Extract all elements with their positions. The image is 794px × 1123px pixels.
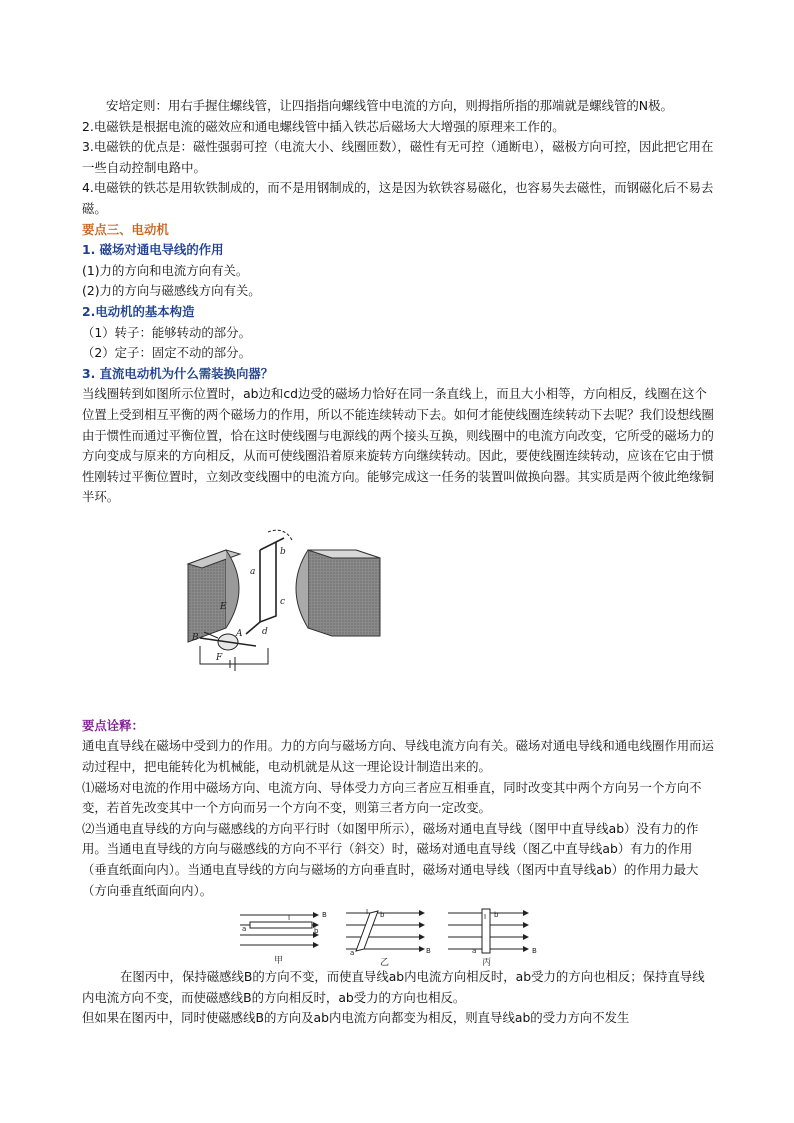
jia-current: I	[288, 914, 291, 923]
electromagnet-principle-text: 2.电磁铁是根据电流的磁效应和通电螺线管中插入铁芯后磁场大大增强的原理来工作的。	[82, 118, 565, 134]
list-item: (1)力的方向和电流方向有关。	[82, 262, 249, 278]
label-c: c	[280, 596, 286, 607]
label-d: d	[262, 626, 268, 637]
ampere-rule-text: 安培定则：用右手握住螺线管，让四指指向螺线管中电流的方向，则拇指所指的那端就是螺线管的N极。	[106, 98, 673, 113]
subtitle-motor-structure: 2.电动机的基本构造	[82, 303, 195, 319]
coil	[246, 530, 292, 634]
yi-end-a: a	[350, 949, 355, 958]
subtitle-force-on-wire: 1. 磁场对通电导线的作用	[82, 242, 224, 258]
jia-end-a: a	[242, 925, 247, 934]
ending-text-2: 但如果在图丙中，同时使磁感线B的方向及ab内电流方向都变为相反，则直导线ab的受力方向不发生	[82, 1010, 630, 1026]
commutator-explanation-text: 当线圈转到如图所示位置时，ab边和cd边受的磁场力恰好在同一条直线上，而且大小相等，方向相反，线圈在这个位置上受到相互平衡的两个磁场力的作用，所以不能连续转动下去。如何才能使线圈连续转动下去呢？我们设想线圈由于惯性而通过平衡位置，恰在这时使线圈与电源线的两个接头互换，则线圈中的电流方向改变，它所受的磁场力的方向变成与原来的方向相反，从而可使线圈沿着原来旋转方向继续转动。因此，要使线圈连续转动，应该在它由于惯性刚转过平衡位置时，立刻改变线圈中的电流方向。能够完成这一任务的装置叫做换向器。其实质是两个彼此绝缘铜半环。	[82, 386, 714, 505]
yi-current: I	[366, 908, 369, 917]
diagram-jia	[240, 915, 318, 945]
section-title-motor: 要点三、电动机	[82, 221, 169, 237]
electromagnet-core-text: 4.电磁铁的铁芯是用软铁制成的，而不是用钢制成的，这是因为软铁容易磁化，也容易失去磁性，而钢磁化后不易去磁。	[82, 180, 714, 216]
diagram-bing	[448, 909, 528, 956]
jia-field: B	[322, 911, 327, 920]
left-magnet	[188, 550, 240, 642]
field-direction-diagrams	[238, 905, 558, 967]
label-b: b	[280, 546, 286, 557]
list-item: （1）转子：能够转动的部分。	[82, 324, 251, 340]
label-A: A	[236, 628, 243, 639]
bing-field: B	[532, 947, 537, 956]
list-item: （2）定子：固定不动的部分。	[82, 345, 251, 361]
label-bing: 丙	[482, 958, 492, 968]
jia-end-b: b	[314, 927, 319, 936]
right-magnet	[296, 550, 380, 636]
label-F: F	[216, 652, 223, 663]
label-E: E	[220, 601, 227, 612]
document-page	[82, 96, 714, 1029]
key-points-rule-2: ⑵当通电直导线的方向与磁感线的方向平行时（如图甲所示），磁场对通电直导线（图甲中直导线ab）没有力的作用。当通电直导线的方向与磁感线的方向不平行（斜交）时，磁场对通电直导线（图乙中直导线ab）有力的作用（垂直纸面向内）。当通电直导线的方向与磁场的方向垂直时，磁场对通电导线（图丙中直导线ab）的作用力最大（方向垂直纸面向内）。	[82, 820, 699, 898]
ending-text-1: 在图丙中，保持磁感线B的方向不变，而使直导线ab内电流方向相反时，ab受力的方向也相反；保持直导线内电流方向不变，而使磁感线B的方向相反时，ab受力的方向也相反。	[82, 969, 705, 1005]
dc-motor-diagram	[180, 524, 390, 686]
key-points-text: 通电直导线在磁场中受到力的作用。力的方向与磁场方向、导线电流方向有关。磁场对通电导线和通电线圈作用而运动过程中，把电能转化为机械能，电动机就是从这一理论设计制造出来的。	[82, 738, 714, 775]
bing-end-a: a	[472, 947, 477, 956]
circuit-wire	[200, 646, 268, 671]
bing-current: I	[484, 913, 487, 922]
list-item: (2)力的方向与磁感线方向有关。	[82, 283, 261, 299]
label-yi: 乙	[380, 958, 390, 968]
key-points-title: 要点诠释：	[82, 717, 144, 733]
key-points-rule-1: ⑴磁场对电流的作用中磁场方向、电流方向、导体受力方向三者应互相垂直，同时改变其中两个方向另一个方向不变，若首先改变其中一个方向而另一个方向不变，则第三者方向一定改变。	[82, 779, 702, 816]
subtitle-commutator: 3. 直流电动机为什么需装换向器？	[82, 365, 274, 381]
bing-end-b: b	[494, 911, 499, 920]
yi-end-b: b	[380, 911, 385, 920]
label-B: B	[192, 632, 199, 643]
label-jia: 甲	[274, 956, 284, 967]
label-a: a	[250, 566, 256, 577]
yi-field: B	[426, 947, 431, 956]
diagram-yi	[346, 911, 424, 951]
electromagnet-advantages-text: 3.电磁铁的优点是：磁性强弱可控（电流大小、线圈匝数），磁性有无可控（通断电），磁极方向可控，因此把它用在一些自动控制电路中。	[82, 139, 714, 175]
